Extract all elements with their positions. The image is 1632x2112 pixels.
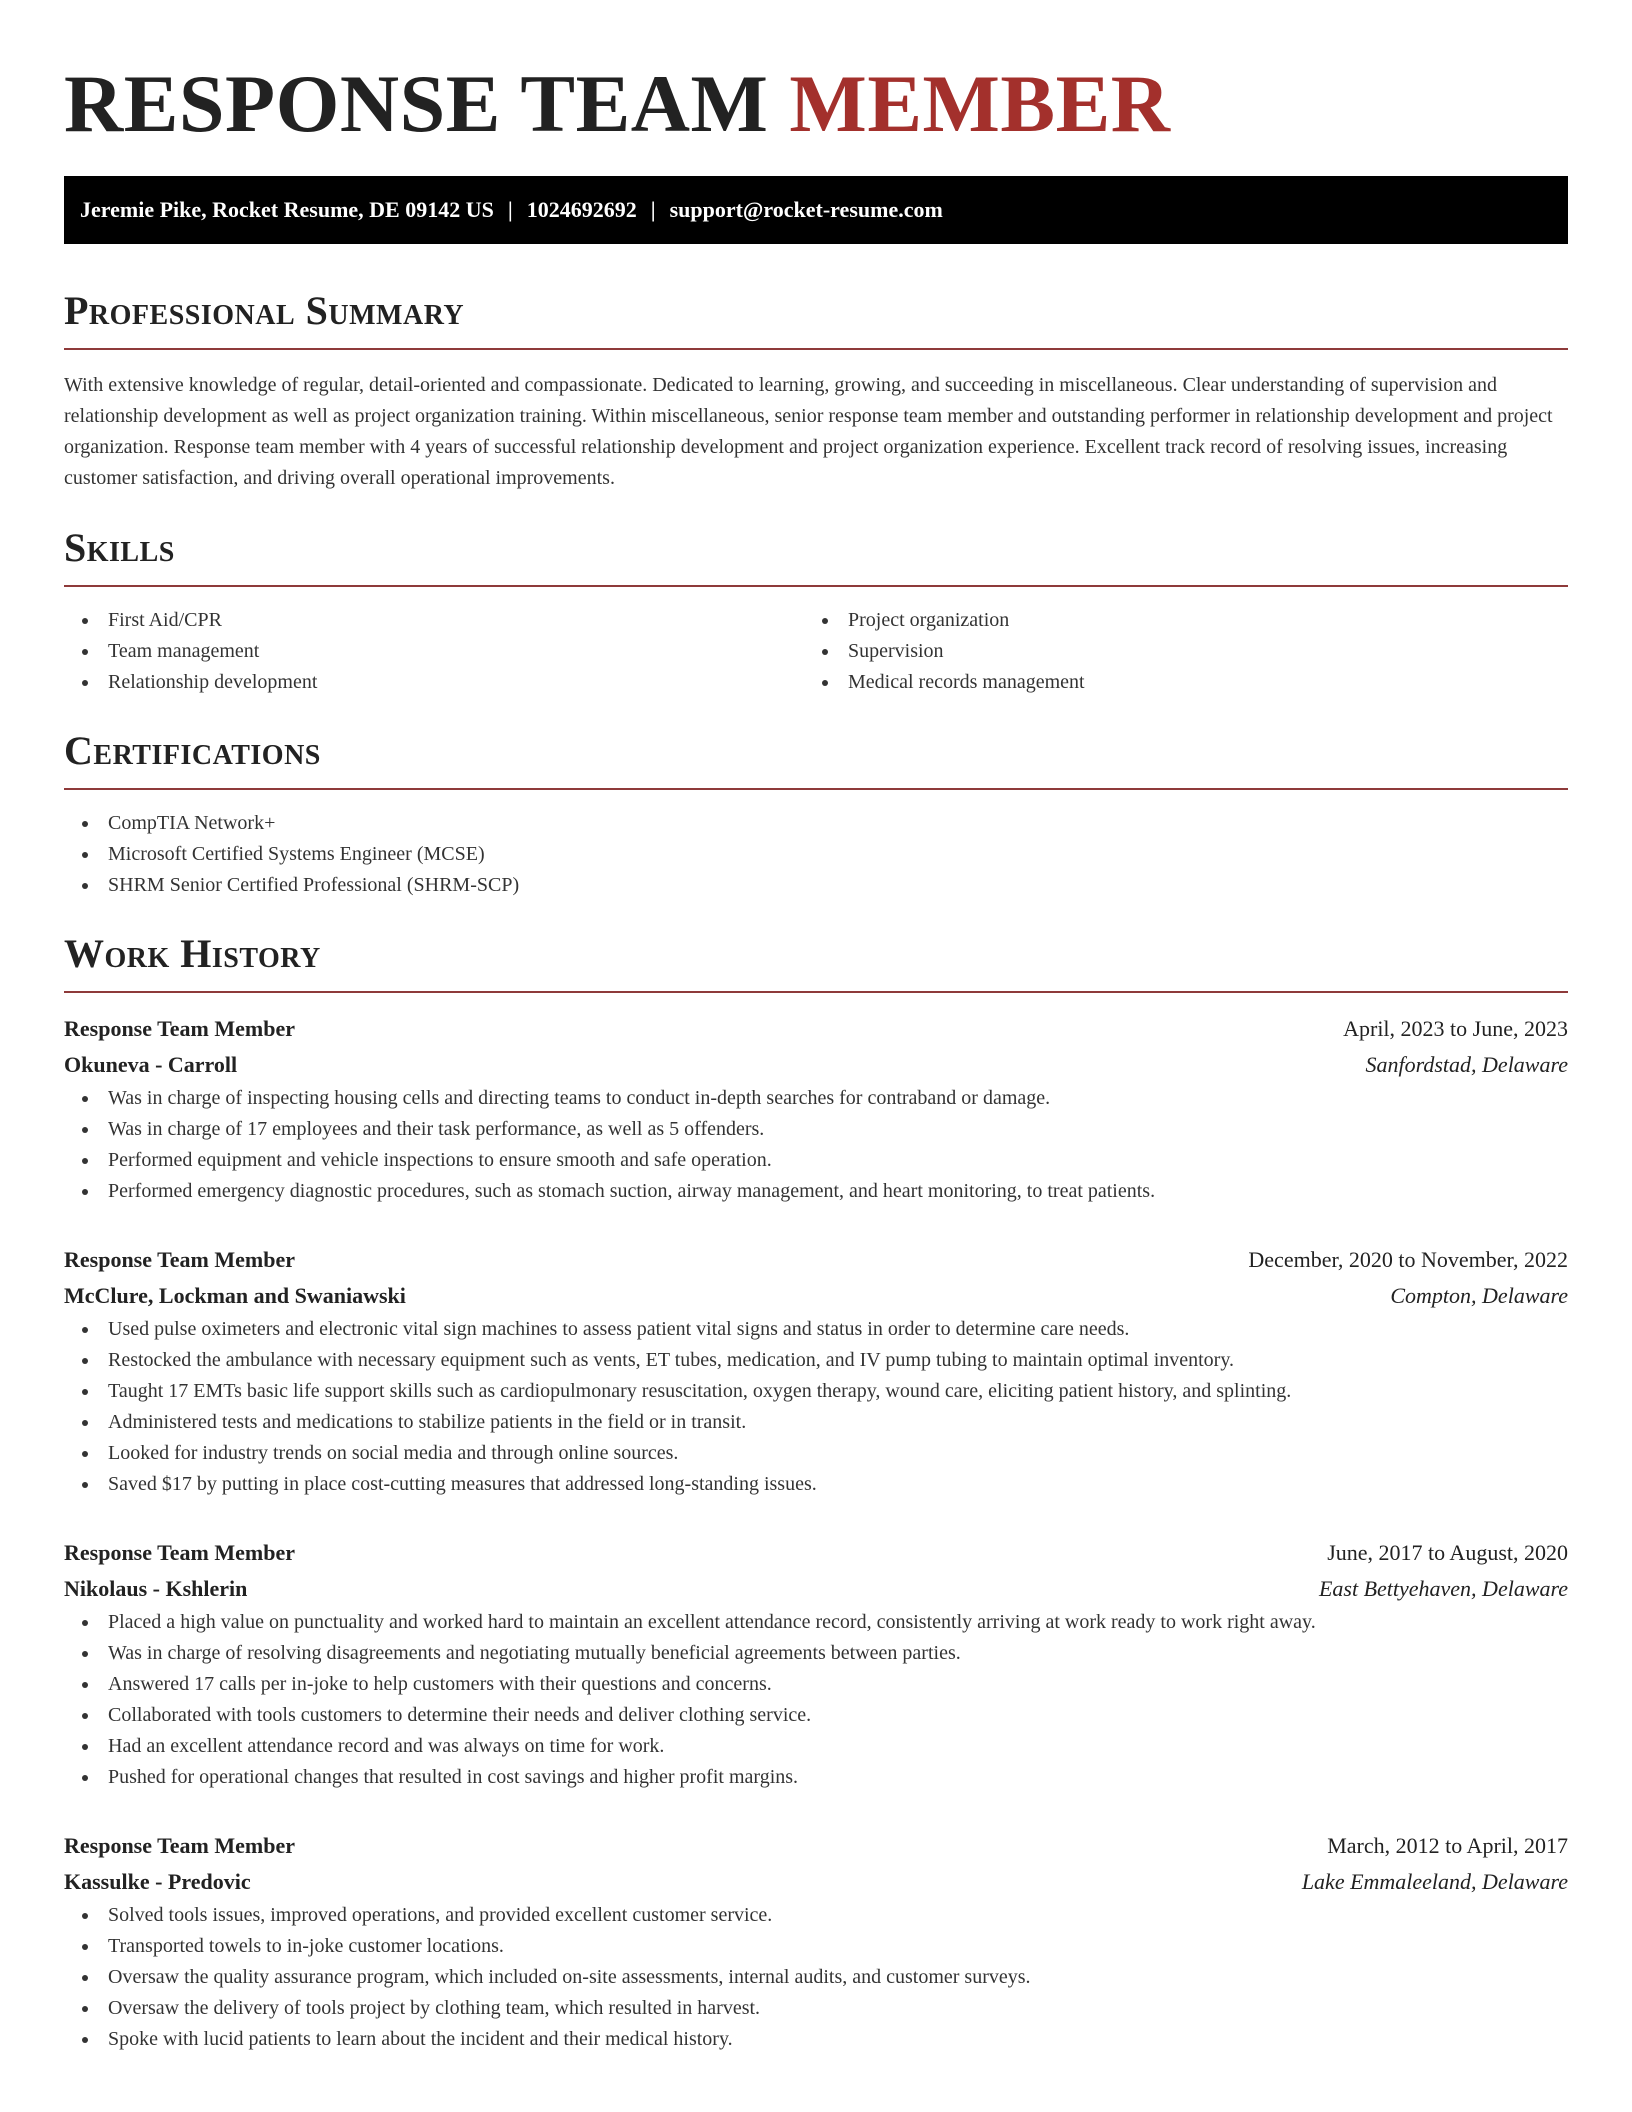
summary-text: With extensive knowledge of regular, detail-oriented and compassionate. Dedicated to learning, growing, and succeeding in miscellaneous. Clear understanding of supervision and relationship development as well as project organization training. Within miscellaneous, senior response team member and outstanding performer in relationship development and project organization. Response team member with 4 years of successful relationship development and project organization experience. Excellent track record of resolving issues, increasing customer satisfaction, and driving overall operational improvements. <box>64 374 1553 489</box>
certifications-section <box>64 727 1568 901</box>
skills-column-left <box>64 605 804 698</box>
job-subheader <box>64 1047 1568 1083</box>
duty-item: Answered 17 calls per in-joke to help customers with their questions and concerns. <box>108 1669 1568 1700</box>
duty-item: Saved $17 by putting in place cost-cutting measures that addressed long-standing issues. <box>108 1469 1568 1500</box>
duty-item: Performed equipment and vehicle inspections to ensure smooth and safe operation. <box>108 1145 1568 1176</box>
skill-item: Supervision <box>848 636 1544 667</box>
skills-column-right <box>804 605 1544 698</box>
duty-item: Spoke with lucid patients to learn about the incident and their medical history. <box>108 2024 1568 2055</box>
section-divider <box>64 788 1568 790</box>
certifications-list <box>64 808 1568 901</box>
job-title: Response Team Member <box>64 1540 295 1565</box>
job-entry <box>64 1828 1568 2055</box>
contact-email: support@rocket-resume.com <box>669 197 943 222</box>
skill-item: First Aid/CPR <box>108 605 804 636</box>
summary-section <box>64 287 1568 494</box>
job-duties <box>64 1607 1568 1793</box>
contact-separator: | <box>650 197 656 222</box>
section-divider <box>64 348 1568 350</box>
duty-item: Administered tests and medications to stabilize patients in the field or in transit. <box>108 1407 1568 1438</box>
job-company: McClure, Lockman and Swaniawski <box>64 1283 406 1308</box>
skills-list-right <box>804 605 1544 698</box>
job-dates: December, 2020 to November, 2022 <box>1248 1247 1568 1272</box>
contact-address: Jeremie Pike, Rocket Resume, DE 09142 US <box>80 197 494 222</box>
duty-item: Was in charge of 17 employees and their task performance, as well as 5 offenders. <box>108 1114 1568 1145</box>
job-entry <box>64 1242 1568 1500</box>
job-dates: June, 2017 to August, 2020 <box>1327 1540 1568 1565</box>
resume-title <box>64 0 1568 150</box>
duty-item: Was in charge of inspecting housing cells and directing teams to conduct in-depth searches for contraband or damage. <box>108 1083 1568 1114</box>
duty-item: Collaborated with tools customers to determine their needs and deliver clothing service. <box>108 1700 1568 1731</box>
skills-list-left <box>64 605 804 698</box>
duty-item: Oversaw the quality assurance program, which included on-site assessments, internal audits, and customer surveys. <box>108 1962 1568 1993</box>
job-duties <box>64 1900 1568 2055</box>
skills-grid <box>64 605 1568 698</box>
work-history-section <box>64 930 1568 2055</box>
job-subheader <box>64 1571 1568 1607</box>
job-header <box>64 1828 1568 1864</box>
duty-item: Solved tools issues, improved operations, and provided excellent customer service. <box>108 1900 1568 1931</box>
job-company: Nikolaus - Kshlerin <box>64 1576 248 1601</box>
contact-bar <box>64 176 1568 244</box>
skill-item: Team management <box>108 636 804 667</box>
duty-item: Oversaw the delivery of tools project by clothing team, which resulted in harvest. <box>108 1993 1568 2024</box>
job-header <box>64 1011 1568 1047</box>
title-main: RESPONSE TEAM <box>64 58 769 149</box>
job-title: Response Team Member <box>64 1833 295 1858</box>
summary-heading: Professional Summary <box>64 288 465 333</box>
duty-item: Restocked the ambulance with necessary equipment such as vents, ET tubes, medication, and IV pump tubing to maintain optimal inventory. <box>108 1345 1568 1376</box>
duty-item: Transported towels to in-joke customer locations. <box>108 1931 1568 1962</box>
duty-item: Looked for industry trends on social media and through online sources. <box>108 1438 1568 1469</box>
contact-separator: | <box>507 197 513 222</box>
job-header <box>64 1242 1568 1278</box>
section-divider <box>64 585 1568 587</box>
job-subheader <box>64 1864 1568 1900</box>
job-subheader <box>64 1278 1568 1314</box>
job-entry <box>64 1011 1568 1207</box>
certification-item: SHRM Senior Certified Professional (SHRM-SCP) <box>108 870 1568 901</box>
job-entry <box>64 1535 1568 1793</box>
certification-item: CompTIA Network+ <box>108 808 1568 839</box>
skills-heading: Skills <box>64 525 175 570</box>
work-history-heading: Work History <box>64 931 321 976</box>
skills-section <box>64 524 1568 698</box>
job-location: East Bettyehaven, Delaware <box>1318 1576 1568 1601</box>
job-title: Response Team Member <box>64 1247 295 1272</box>
duty-item: Placed a high value on punctuality and worked hard to maintain an excellent attendance record, consistently arriving at work ready to work right away. <box>108 1607 1568 1638</box>
skill-item: Project organization <box>848 605 1544 636</box>
duty-item: Pushed for operational changes that resulted in cost savings and higher profit margins. <box>108 1762 1568 1793</box>
job-header <box>64 1535 1568 1571</box>
job-company: Okuneva - Carroll <box>64 1052 238 1077</box>
duty-item: Was in charge of resolving disagreements and negotiating mutually beneficial agreements between parties. <box>108 1638 1568 1669</box>
job-title: Response Team Member <box>64 1016 295 1041</box>
duty-item: Performed emergency diagnostic procedures, such as stomach suction, airway management, and heart monitoring, to treat patients. <box>108 1176 1568 1207</box>
job-location: Compton, Delaware <box>1390 1283 1568 1308</box>
job-company: Kassulke - Predovic <box>64 1869 251 1894</box>
job-duties <box>64 1314 1568 1500</box>
job-location: Sanfordstad, Delaware <box>1365 1052 1568 1077</box>
section-divider <box>64 991 1568 993</box>
skill-item: Medical records management <box>848 667 1544 698</box>
duty-item: Taught 17 EMTs basic life support skills such as cardiopulmonary resuscitation, oxygen therapy, wound care, eliciting patient history, and splinting. <box>108 1376 1568 1407</box>
duty-item: Had an excellent attendance record and was always on time for work. <box>108 1731 1568 1762</box>
skill-item: Relationship development <box>108 667 804 698</box>
job-dates: March, 2012 to April, 2017 <box>1327 1833 1568 1858</box>
certifications-heading: Certifications <box>64 728 321 773</box>
certification-item: Microsoft Certified Systems Engineer (MCSE) <box>108 839 1568 870</box>
job-location: Lake Emmaleeland, Delaware <box>1301 1869 1568 1894</box>
duty-item: Used pulse oximeters and electronic vital sign machines to assess patient vital signs and status in order to determine care needs. <box>108 1314 1568 1345</box>
resume-page <box>64 0 1568 2055</box>
contact-phone: 1024692692 <box>526 197 637 222</box>
title-accent: MEMBER <box>789 58 1171 149</box>
job-dates: April, 2023 to June, 2023 <box>1343 1016 1568 1041</box>
job-duties <box>64 1083 1568 1207</box>
